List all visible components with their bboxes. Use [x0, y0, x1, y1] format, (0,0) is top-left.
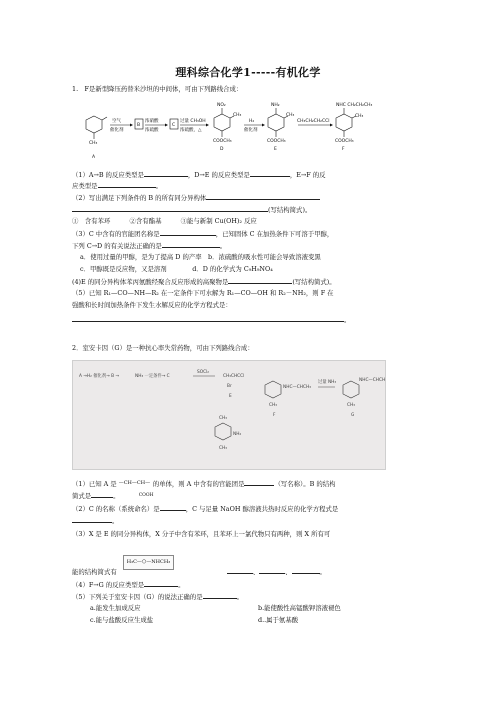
answer-blank[interactable] — [250, 169, 290, 177]
svg-text:F: F — [273, 413, 276, 418]
svg-text:COOCH₃: COOCH₃ — [267, 139, 286, 144]
q1-part3-line1: （3）C 中含有的官能团名称是 ，已知固体 C 在加热条件下可溶于甲醇， — [72, 230, 334, 238]
q1-synthesis-scheme — [78, 98, 378, 166]
q1-part5-line1: （5）已知 R₁—CO—NH—R₂ 在一定条件下可水解为 R₁—CO—OH 和 R₂－NH₂，则 F 在 — [72, 289, 334, 297]
q2-intro: 2．室安卡因（G）是一种抗心率失常药物，可由下列路线合成： — [72, 344, 254, 352]
structure-D — [213, 102, 242, 152]
arrow-B-to-C — [145, 117, 168, 133]
answer-blank[interactable] — [228, 276, 292, 284]
answer-blank[interactable] — [203, 591, 237, 599]
svg-text:NH₂: NH₂ — [271, 103, 280, 108]
arrow-A-to-B — [110, 117, 133, 133]
q2-part1-line1: （1）已知 A 是 —CH—CH— COOH 的单体，则 A 中含有的官能团是 （写名称）。B 的结构 — [72, 480, 336, 498]
q2-part2-line2: 。 — [72, 515, 118, 527]
answer-blank[interactable] — [259, 566, 285, 574]
svg-text:NHC CH₂CH₂CH₃: NHC CH₂CH₂CH₃ — [336, 103, 373, 108]
photo-structure-G — [343, 377, 385, 418]
svg-text:空气: 空气 — [112, 119, 121, 124]
q1-part1-line2: 应类型是 。 — [72, 182, 162, 190]
answer-blank[interactable] — [162, 240, 220, 248]
svg-text:过量 CH₃OH: 过量 CH₃OH — [180, 119, 206, 124]
A-label: A — [92, 155, 96, 160]
svg-text:CH₃CHCCl: CH₃CHCCl — [223, 374, 245, 379]
C-label: C — [172, 123, 176, 128]
photo-structure-F — [265, 381, 311, 418]
A-methyl-label: CH₃ — [89, 141, 98, 146]
q1-part5-line2: 强酸和长时间加热条件下发生水解反应的化学方程式是： — [72, 301, 232, 309]
arrow-E-to-F — [297, 118, 333, 127]
svg-text:NH₃ 一定条件→ C: NH₃ 一定条件→ C — [135, 374, 170, 379]
svg-text:CH₃: CH₃ — [219, 446, 227, 451]
svg-text:COOCH₃: COOCH₃ — [213, 139, 232, 144]
structure-E — [267, 102, 295, 152]
q2-part4: （4）F→G 的反应类型是 。 — [72, 581, 185, 589]
answer-blank[interactable] — [292, 566, 320, 574]
svg-text:E: E — [229, 394, 232, 399]
q1-intro: 1. F是新型降压药替米沙坦的中间体，可由下列路线合成： — [72, 85, 243, 93]
svg-text:过量 NH₃: 过量 NH₃ — [318, 380, 337, 385]
svg-text:催化剂: 催化剂 — [110, 128, 124, 133]
q2-part3-line2: 能的结构简式有 H₃C—⬡—NHCH₃ 、 、 。 — [72, 566, 326, 578]
svg-text:CH₃CH₂CH₂CCl: CH₃CH₂CH₂CCl — [297, 119, 330, 124]
svg-text:E: E — [274, 147, 277, 152]
photo-structure-amine — [215, 415, 241, 451]
svg-text:F: F — [342, 147, 345, 152]
q1-option-ab: a．使用过量的甲醇，是为了提高 D 的产率 b．浓硫酸的吸水性可能会导致溶液变黑 — [80, 253, 321, 261]
q1-part2-line2: (写结构简式)。 — [72, 204, 311, 216]
svg-text:浓硫酸: 浓硫酸 — [145, 128, 159, 133]
q1-part2-line1: （2）写出满足下列条件的 B 的所有同分异构体 — [72, 192, 320, 204]
answer-blank[interactable] — [98, 180, 156, 188]
answer-blank[interactable] — [72, 515, 112, 523]
q2-part3-line1: （3）X 是 E 的同分异构体，X 分子中含有苯环，且苯环上一氯代物只有两种，则 X 所有可 — [72, 530, 331, 538]
q2-option-d: d..属于氨基酸 — [258, 616, 299, 624]
q2-synthesis-photo — [72, 360, 386, 470]
q1-part2-conditions: ① 含有苯环 ②含有酯基 ③能与新制 Cu(OH)₂ 反应 — [72, 217, 257, 225]
arrow-D-to-E — [244, 118, 265, 133]
answer-blank[interactable] — [72, 314, 344, 322]
answer-blank[interactable] — [91, 490, 113, 498]
svg-text:催化剂: 催化剂 — [244, 128, 258, 133]
q2-option-c: c.能与盐酸反应生成盐 — [90, 616, 154, 624]
B-label: B — [137, 123, 141, 128]
svg-text:浓硝酸: 浓硝酸 — [145, 119, 159, 124]
given-structure: H₃C—⬡—NHCH₃ — [123, 555, 174, 570]
answer-blank[interactable] — [160, 228, 216, 236]
q2-option-b: b.能使酸性高锰酸钾溶液褪色 — [258, 604, 341, 612]
svg-text:A →H₂ 催化剂→ B →: A →H₂ 催化剂→ B → — [79, 374, 119, 379]
svg-text:CH₃: CH₃ — [219, 416, 227, 421]
q1-part3-line2: 下列 C→D 的有关说法正确的是 。 — [72, 242, 227, 250]
answer-blank[interactable] — [244, 478, 274, 486]
q2-option-a: a.能发生加成反应 — [90, 604, 141, 612]
svg-text:Br: Br — [227, 384, 232, 389]
svg-text:NHC—CHCH₃: NHC—CHCH₃ — [359, 378, 385, 383]
svg-text:CH₃: CH₃ — [347, 403, 355, 408]
svg-text:SOCl₂: SOCl₂ — [197, 370, 210, 375]
q1-part4: (4)E 的同分异构体苯丙氨酸经聚合反应形成的高聚物是 (写结构简式)。 — [72, 278, 336, 286]
answer-blank[interactable] — [72, 204, 268, 212]
answer-blank[interactable] — [144, 579, 178, 587]
arrow-C-to-D — [180, 117, 209, 133]
svg-text:NH₂: NH₂ — [233, 432, 242, 437]
answer-blank[interactable] — [144, 169, 188, 177]
structure-F — [335, 102, 373, 152]
svg-text:CH₃: CH₃ — [286, 113, 295, 118]
svg-text:CH₃: CH₃ — [233, 113, 242, 118]
svg-text:浓硫酸，△: 浓硫酸，△ — [180, 128, 202, 133]
q2-part5: （5）下列关于室安卡因（G）的说法正确的是 。 — [72, 593, 243, 601]
q1-option-cd: c．甲醇既是反应物，又是溶剂 d．D 的化学式为 C₉H₉NO₄ — [80, 265, 273, 273]
q2-part1-line2: 简式是 。 — [72, 492, 120, 500]
q2-scheme-drawing — [73, 361, 385, 469]
answer-blank[interactable] — [160, 503, 186, 511]
q2-part2-line1: （2）C 的名称（系统命名）是 ，C 与足量 NaOH 醇溶液共热时反应的化学方程式是 — [72, 505, 339, 513]
answer-blank[interactable] — [227, 566, 253, 574]
q1-part1-line1: （1）A→B 的反应类型是 ，D→E 的反应类型是 ，E→F 的反 — [72, 171, 326, 179]
svg-text:H₂: H₂ — [249, 119, 255, 124]
answer-blank[interactable] — [206, 192, 320, 200]
svg-text:COOCH₃: COOCH₃ — [335, 139, 354, 144]
svg-text:CH₃: CH₃ — [269, 403, 277, 408]
svg-text:NHC—CHCH₃: NHC—CHCH₃ — [283, 385, 311, 390]
svg-text:CH₃: CH₃ — [355, 114, 364, 119]
svg-text:D: D — [220, 147, 224, 152]
svg-text:G: G — [351, 413, 355, 418]
structure-A — [86, 116, 107, 160]
svg-text:NO₂: NO₂ — [217, 103, 226, 108]
page-title: 理科综合化学1-----有机化学 — [175, 66, 321, 79]
q1-part5-line3: 。 — [72, 314, 350, 326]
